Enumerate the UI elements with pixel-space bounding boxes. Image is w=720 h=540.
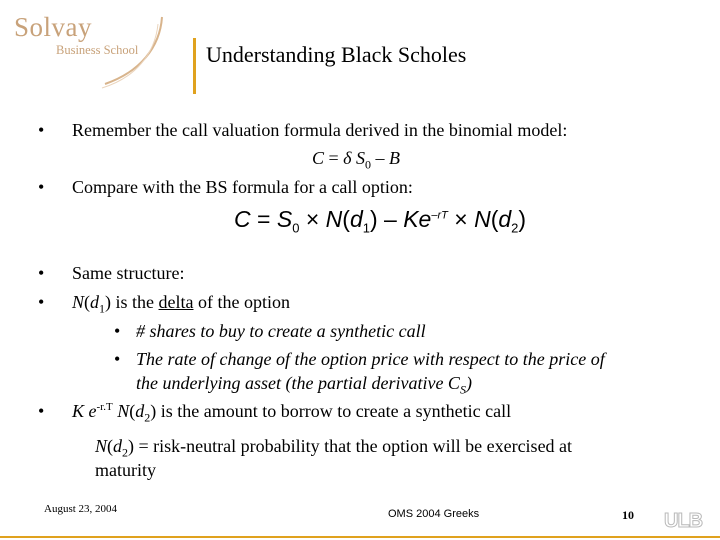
bullet-borrow: • K $e^{-r.T}$ $N(d_2)$ is the amount to borrow to create a synthetic call xyxy=(38,401,512,425)
bullet-dot: • xyxy=(38,292,45,312)
risk-neutral-note: $N(d_2)$ = risk-neutral probability that the option will be exercised at xyxy=(95,436,573,460)
bullet-text: Remember the call valuation formula derived in the binomial model: xyxy=(72,120,568,140)
page-number: 10 xyxy=(622,508,634,522)
ulb-logo: ULB xyxy=(664,510,703,532)
bullet-delta: • $N(d_1)$ is the delta of the option xyxy=(38,292,290,316)
sub-bullet-dot: • xyxy=(114,321,121,341)
logo-wordmark: Solvay xyxy=(14,12,93,42)
footer-date: August 23, 2004 xyxy=(44,503,118,515)
slide-title: Understanding Black Scholes xyxy=(206,42,467,67)
footer-divider xyxy=(0,536,720,538)
sub-bullet-dot: • xyxy=(114,349,121,369)
bullet-dot: • xyxy=(38,401,45,421)
risk-neutral-note-line2: maturity xyxy=(95,460,156,480)
logo-subtitle: Business School xyxy=(56,43,139,57)
sub-bullet-rate: • The rate of change of the option price with respect to the price of xyxy=(114,349,605,369)
bs-call-formula: $C = S_0 \times N(d_1) - Ke^{-rT} \times N(d_2)$ xyxy=(234,206,527,236)
bullet-dot: • xyxy=(38,177,45,197)
bullet-binomial xyxy=(38,120,568,140)
binomial-formula: C = δ $S_0$ – B xyxy=(312,148,401,172)
bullet-dot: • xyxy=(38,263,45,283)
sub-bullet-rate-line2: the underlying asset (the partial derivative $C_S$) xyxy=(136,373,472,397)
bullet-bs-compare xyxy=(38,177,413,197)
bullet-same-structure xyxy=(38,263,185,283)
sub-bullet-shares: • # shares to buy to create a synthetic call xyxy=(114,321,426,341)
bullet-text: Same structure: xyxy=(72,263,185,283)
bullet-dot: • xyxy=(38,120,45,140)
title-divider xyxy=(193,38,196,94)
bullet-text: Compare with the BS formula for a call option: xyxy=(72,177,413,197)
delta-term: delta xyxy=(158,292,194,312)
footer-course: OMS 2004 Greeks xyxy=(388,508,480,520)
